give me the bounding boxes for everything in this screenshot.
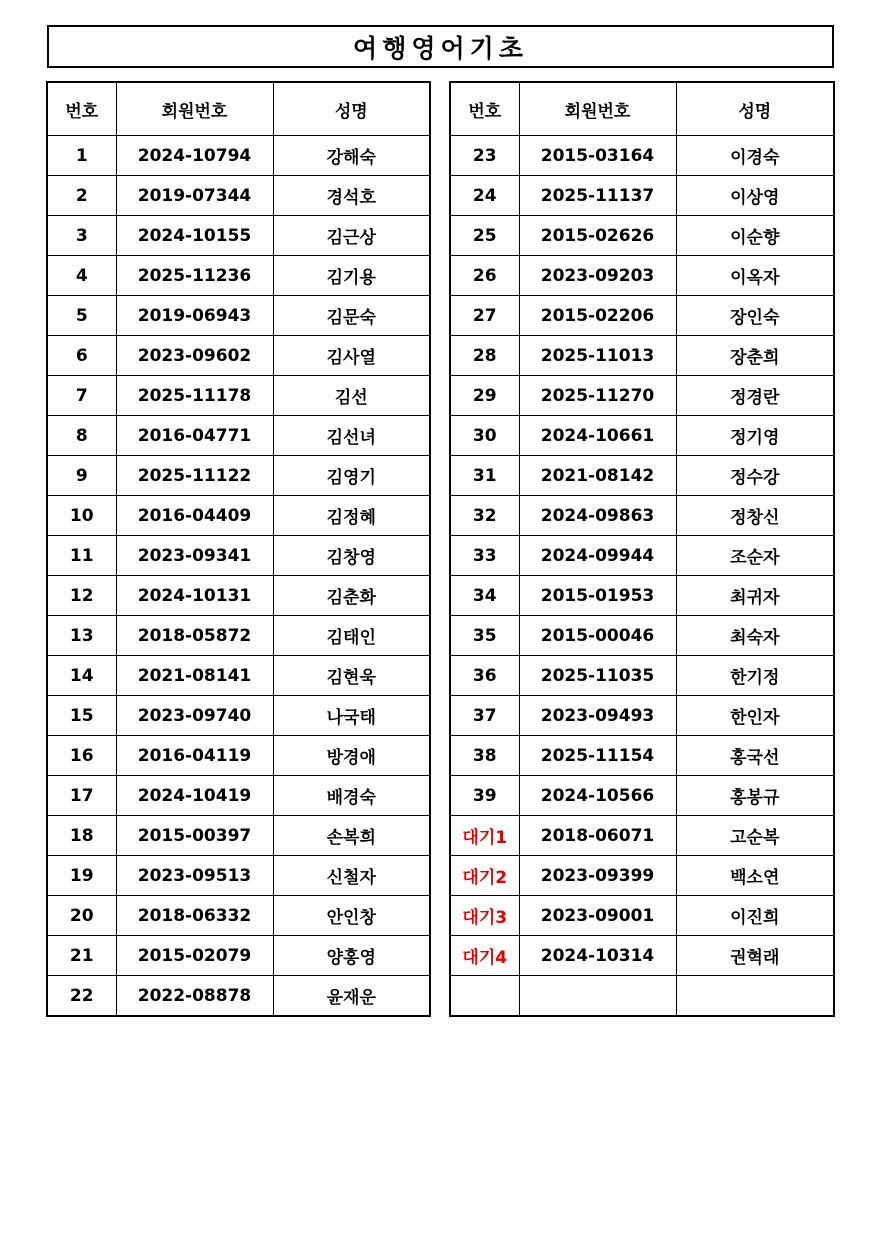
document-title: 여행영어기초 [47,25,834,68]
row-member-id: 2015-00046 [519,616,676,656]
row-member-id: 2025-11013 [519,336,676,376]
row-number: 35 [450,616,519,656]
row-name: 한기정 [676,656,834,696]
row-member-id: 2025-11122 [116,456,273,496]
row-number: 1 [47,136,116,176]
row-member-id: 2025-11236 [116,256,273,296]
row-member-id: 2018-06332 [116,896,273,936]
row-number: 11 [47,536,116,576]
table-row [450,376,834,416]
row-member-id: 2019-07344 [116,176,273,216]
row-name: 김춘화 [273,576,430,616]
row-name: 정기영 [676,416,834,456]
table-row [450,216,834,256]
row-number: 10 [47,496,116,536]
row-number: 29 [450,376,519,416]
table-row [450,176,834,216]
row-name: 홍국선 [676,736,834,776]
row-member-id: 2023-09399 [519,856,676,896]
row-number: 16 [47,736,116,776]
row-member-id: 2025-11137 [519,176,676,216]
table-row [47,816,430,856]
row-name: 방경애 [273,736,430,776]
row-member-id: 2016-04409 [116,496,273,536]
header-number: 번호 [450,82,519,136]
row-member-id: 2024-10794 [116,136,273,176]
row-name: 최귀자 [676,576,834,616]
table-row [47,256,430,296]
row-member-id: 2021-08142 [519,456,676,496]
row-member-id: 2024-10131 [116,576,273,616]
row-number: 2 [47,176,116,216]
row-number: 36 [450,656,519,696]
row-member-id: 2018-06071 [519,816,676,856]
row-name: 김영기 [273,456,430,496]
row-member-id: 2015-01953 [519,576,676,616]
table-row [450,856,834,896]
row-number: 26 [450,256,519,296]
row-name: 안인창 [273,896,430,936]
roster-table-right [449,81,835,1017]
table-row [450,656,834,696]
table-row [450,136,834,176]
table-row [450,456,834,496]
row-name: 김사열 [273,336,430,376]
row-name: 김근상 [273,216,430,256]
row-number: 31 [450,456,519,496]
row-name: 김정혜 [273,496,430,536]
row-number: 23 [450,136,519,176]
row-member-id: 2025-11035 [519,656,676,696]
row-number: 6 [47,336,116,376]
row-name: 고순복 [676,816,834,856]
table-row [47,176,430,216]
row-name: 손복희 [273,816,430,856]
row-number: 18 [47,816,116,856]
row-number: 9 [47,456,116,496]
table-row [47,136,430,176]
row-name: 장춘희 [676,336,834,376]
row-member-id: 2019-06943 [116,296,273,336]
row-number: 25 [450,216,519,256]
table-row [47,456,430,496]
row-name: 김문숙 [273,296,430,336]
roster-table-left [46,81,431,1017]
row-name: 이경숙 [676,136,834,176]
row-name: 정수강 [676,456,834,496]
row-name: 이진희 [676,896,834,936]
row-number: 13 [47,616,116,656]
table-row [47,216,430,256]
row-name: 한인자 [676,696,834,736]
row-member-id: 2016-04771 [116,416,273,456]
row-number: 21 [47,936,116,976]
row-member-id: 2023-09203 [519,256,676,296]
row-name: 백소연 [676,856,834,896]
row-member-id: 2024-10419 [116,776,273,816]
row-number: 15 [47,696,116,736]
row-member-id: 2024-10661 [519,416,676,456]
row-name: 강해숙 [273,136,430,176]
table-row [450,536,834,576]
row-number: 22 [47,976,116,1017]
row-member-id: 2015-02206 [519,296,676,336]
row-number: 8 [47,416,116,456]
row-member-id: 2015-02626 [519,216,676,256]
row-member-id: 2015-02079 [116,936,273,976]
table-row [450,696,834,736]
row-name: 신철자 [273,856,430,896]
header-member-id: 회원번호 [116,82,273,136]
row-name: 이상영 [676,176,834,216]
row-member-id: 2016-04119 [116,736,273,776]
table-row [47,536,430,576]
table-row [47,696,430,736]
row-number: 4 [47,256,116,296]
row-name: 양홍영 [273,936,430,976]
row-name: 나국태 [273,696,430,736]
row-name: 김태인 [273,616,430,656]
row-member-id: 2024-10155 [116,216,273,256]
row-name: 경석호 [273,176,430,216]
table-row [450,416,834,456]
table-row [47,496,430,536]
table-row [450,936,834,976]
row-name: 김현욱 [273,656,430,696]
row-name: 윤재운 [273,976,430,1017]
table-row [450,336,834,376]
table-row [450,256,834,296]
row-name: 김기용 [273,256,430,296]
table-row [450,816,834,856]
table-row [47,896,430,936]
table-row [450,736,834,776]
table-row [450,496,834,536]
row-name: 이순향 [676,216,834,256]
row-number: 32 [450,496,519,536]
row-member-id: 2023-09513 [116,856,273,896]
table-row [450,616,834,656]
header-member-id: 회원번호 [519,82,676,136]
header-name: 성명 [273,82,430,136]
row-name: 홍봉규 [676,776,834,816]
row-member-id: 2023-09493 [519,696,676,736]
row-member-id: 2024-10566 [519,776,676,816]
row-name: 장인숙 [676,296,834,336]
row-member-id: 2023-09341 [116,536,273,576]
row-number: 27 [450,296,519,336]
row-number: 24 [450,176,519,216]
row-number: 17 [47,776,116,816]
row-name: 김선 [273,376,430,416]
row-name: 배경숙 [273,776,430,816]
header-number: 번호 [47,82,116,136]
row-number: 19 [47,856,116,896]
row-member-id: 2023-09001 [519,896,676,936]
table-row [47,296,430,336]
row-member-id: 2025-11178 [116,376,273,416]
table-row [47,616,430,656]
row-member-id [519,976,676,1017]
row-number: 37 [450,696,519,736]
row-member-id: 2015-03164 [519,136,676,176]
table-row [47,856,430,896]
row-member-id: 2018-05872 [116,616,273,656]
row-member-id: 2024-09944 [519,536,676,576]
table-row [47,336,430,376]
row-name: 김창영 [273,536,430,576]
table-row [450,776,834,816]
row-name: 정창신 [676,496,834,536]
row-number: 38 [450,736,519,776]
row-number [450,976,519,1017]
row-number: 5 [47,296,116,336]
table-row [450,576,834,616]
row-number: 14 [47,656,116,696]
table-row [450,896,834,936]
row-number: 33 [450,536,519,576]
table-header-row [47,82,430,136]
table-row [450,296,834,336]
table-row [47,776,430,816]
row-number: 28 [450,336,519,376]
row-member-id: 2023-09740 [116,696,273,736]
row-name: 최숙자 [676,616,834,656]
row-number: 12 [47,576,116,616]
row-member-id: 2025-11154 [519,736,676,776]
table-row [47,576,430,616]
row-number: 대기3 [450,896,519,936]
row-member-id: 2024-09863 [519,496,676,536]
table-row [450,976,834,1017]
row-number: 30 [450,416,519,456]
row-number: 39 [450,776,519,816]
table-row [47,736,430,776]
row-number: 대기2 [450,856,519,896]
row-name: 이옥자 [676,256,834,296]
row-member-id: 2025-11270 [519,376,676,416]
row-number: 대기4 [450,936,519,976]
row-name [676,976,834,1017]
row-member-id: 2023-09602 [116,336,273,376]
table-row [47,936,430,976]
table-row [47,976,430,1017]
row-member-id: 2021-08141 [116,656,273,696]
row-name: 김선녀 [273,416,430,456]
table-row [47,656,430,696]
row-member-id: 2015-00397 [116,816,273,856]
row-name: 정경란 [676,376,834,416]
row-number: 3 [47,216,116,256]
row-number: 7 [47,376,116,416]
row-member-id: 2022-08878 [116,976,273,1017]
table-row [47,376,430,416]
header-name: 성명 [676,82,834,136]
row-name: 조순자 [676,536,834,576]
row-number: 대기1 [450,816,519,856]
row-member-id: 2024-10314 [519,936,676,976]
row-name: 권혁래 [676,936,834,976]
table-header-row [450,82,834,136]
row-number: 34 [450,576,519,616]
row-number: 20 [47,896,116,936]
table-row [47,416,430,456]
